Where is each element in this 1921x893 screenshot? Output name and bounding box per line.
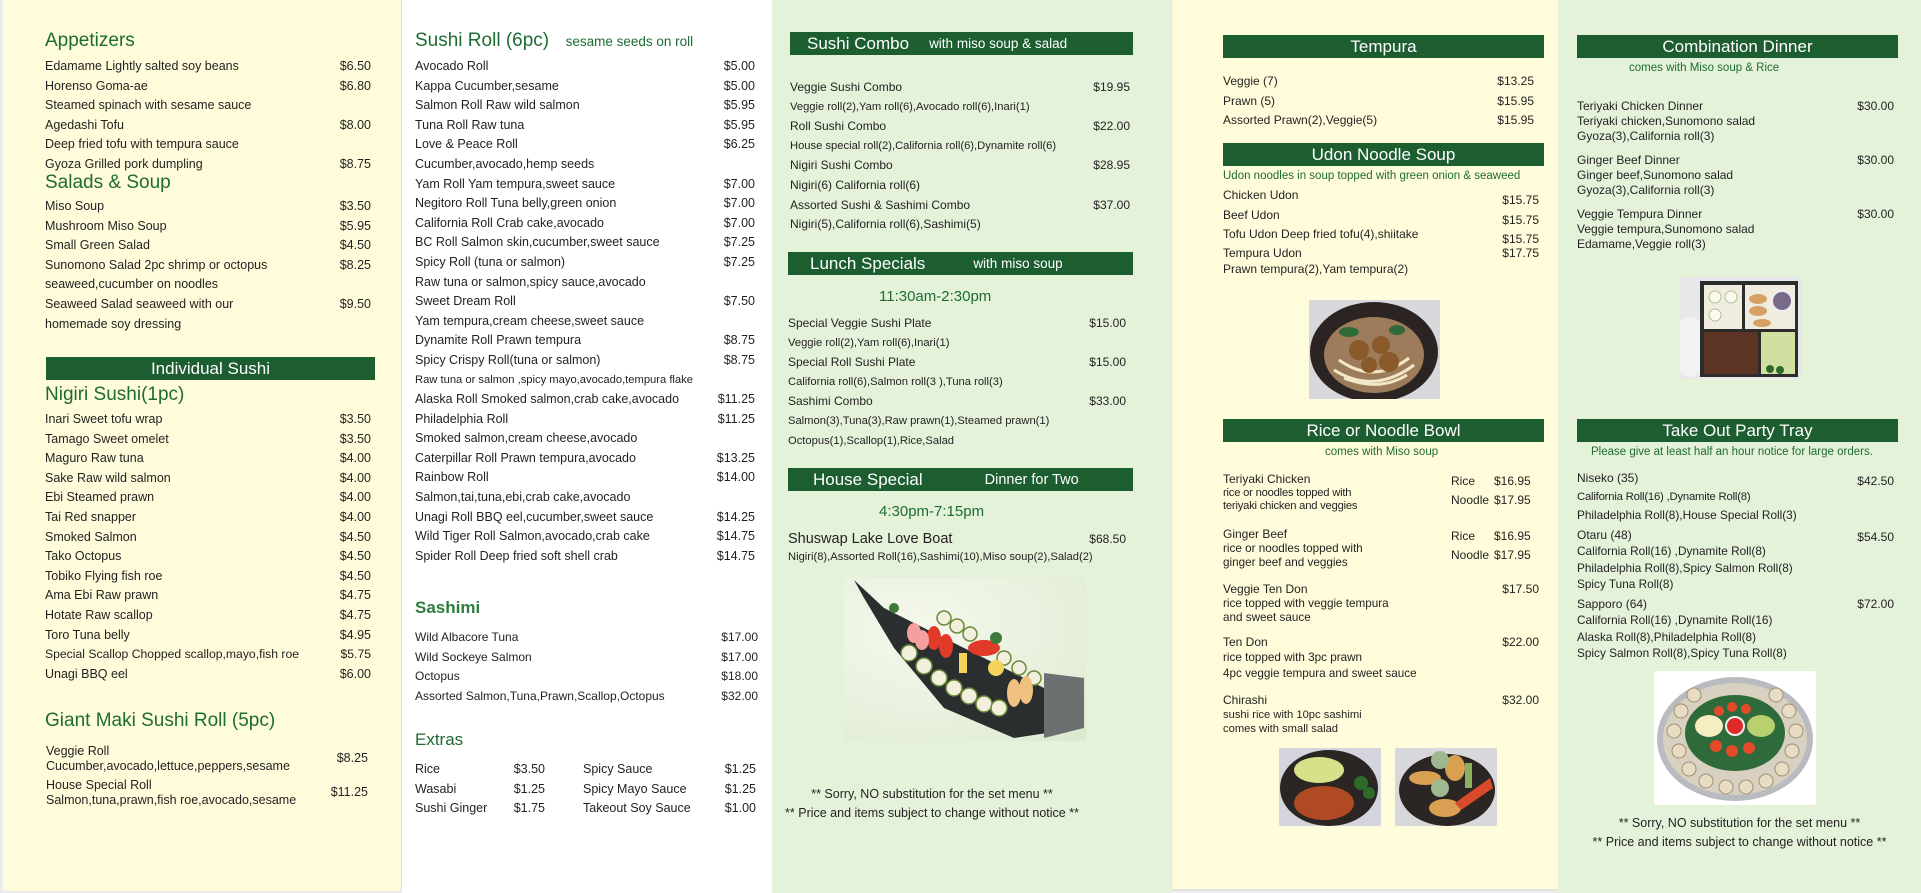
menu-item: Chirashi $32.00 sushi rice with 10pc sashimi comes with small salad: [1223, 693, 1539, 735]
menu-item: Teriyaki Chicken rice or noodles topped with teriyaki chicken and veggies Rice $16.95 Noodle $17.95: [1223, 472, 1531, 512]
menu-item: Smoked Salmon $4.50: [45, 529, 371, 544]
menu-item: BC Roll Salmon skin,cucumber,sweet sauce $7.25: [415, 235, 755, 250]
menu-item: Tai Red snapper $4.00: [45, 509, 371, 524]
section-bar-sushi-combo: Sushi Combo with miso soup & salad: [790, 32, 1133, 55]
menu-item: Seaweed Salad seaweed with our $9.50: [45, 296, 371, 311]
dinner-hours: 4:30pm-7:15pm: [879, 503, 985, 520]
menu-item: Inari Sweet tofu wrap $3.50: [45, 412, 371, 426]
menu-item: Prawn (5) $15.95: [1223, 93, 1534, 108]
menu-item: Ama Ebi Raw prawn $4.75: [45, 588, 371, 603]
menu-item: Wild Sockeye Salmon $17.00: [415, 649, 758, 664]
sushi-combo-list: [790, 78, 1130, 235]
menu-item: California Roll Crab cake,avocado $7.00: [415, 215, 755, 230]
menu-item-desc: Octopus(1),Scallop(1),Rice,Salad: [788, 434, 955, 447]
menu-item: Wasabi $1.25: [415, 781, 545, 796]
menu-item: House Special Roll $11.25: [46, 778, 368, 799]
menu-item: Maguro Raw tuna $4.00: [45, 451, 371, 466]
menu-item: Veggie Ten Don $17.50 rice topped with veggie tempura and sweet sauce: [1223, 582, 1539, 624]
menu-item: Sake Raw wild salmon $4.00: [45, 470, 371, 485]
menu-panel-combos: [772, 0, 1172, 893]
menu-item: Rice $3.50: [415, 762, 545, 776]
extras-list-right: [583, 760, 756, 819]
menu-item-desc: Raw tuna or salmon,spicy sauce,avocado: [415, 274, 646, 289]
teriyaki-bowl-photo: [1279, 748, 1381, 826]
lunch-specials-list: [788, 314, 1126, 451]
menu-item: Octopus $18.00: [415, 669, 758, 684]
menu-item: Wild Albacore Tuna $17.00: [415, 630, 758, 644]
menu-item: Tofu Udon Deep fried tofu(4),shiitake $15.75: [1223, 227, 1539, 246]
menu-item: Shuswap Lake Love Boat $68.50: [788, 531, 1126, 547]
menu-item-desc: Yam tempura,cream cheese,sweet sauce: [415, 313, 645, 328]
menu-item: Gyoza Grilled pork dumpling $8.75: [45, 156, 371, 171]
menu-panel-dinner-party: [1558, 0, 1921, 893]
menu-item-desc: Salmon(3),Tuna(3),Raw prawn(1),Steamed prawn(1): [788, 414, 1050, 427]
bowl-prices: Rice $16.95 Noodle $17.95: [1451, 529, 1531, 562]
menu-item: Spicy Crispy Roll(tuna or salmon) $8.75: [415, 352, 755, 367]
menu-item-desc: California roll(6),Salmon roll(3 ),Tuna roll(3): [788, 375, 1003, 388]
menu-item: Salmon Roll Raw wild salmon $5.95: [415, 98, 755, 113]
menu-item: Avocado Roll $5.00: [415, 59, 755, 73]
menu-item: Small Green Salad $4.50: [45, 238, 371, 253]
menu-item-desc: Nigiri(5),California roll(6),Sashimi(5): [790, 217, 981, 232]
menu-item: Teriyaki Chicken Dinner $30.00 Teriyaki chicken,Sunomono salad Gyoza(3),California roll(3): [1577, 99, 1894, 143]
menu-item: Otaru (48) $54.50 California Roll(16) ,Dynamite Roll(8) Philadelphia Roll(8),Spicy Salmon Roll(8) Spicy Tuna Roll(8): [1577, 528, 1894, 591]
price-change-note: ** Price and items subject to change without notice **: [785, 806, 1079, 820]
footer-notes: [1558, 814, 1921, 852]
menu-item: Veggie Tempura Dinner $30.00 Veggie tempura,Sunomono salad Edamame,Veggie roll(3): [1577, 207, 1894, 251]
menu-item: Tuna Roll Raw tuna $5.95: [415, 117, 755, 132]
menu-item: Horenso Goma-ae $6.80: [45, 78, 371, 93]
menu-item: Hotate Raw scallop $4.75: [45, 607, 371, 622]
menu-item-desc: Steamed spinach with sesame sauce: [45, 98, 252, 113]
salads-list: [45, 197, 371, 334]
menu-item: Special Scallop Chopped scallop,mayo,fish roe $5.75: [45, 647, 371, 662]
no-substitution-note: ** Sorry, NO substitution for the set menu **: [1618, 816, 1861, 830]
party-tray-subtitle: Please give at least half an hour notice for large orders.: [1591, 446, 1873, 458]
menu-item: Sapporo (64) $72.00 California Roll(16) ,Dynamite Roll(16) Alaska Roll(8),Philadelphia Roll(8) Spicy Salmon Roll(8),Spicy Tuna Roll(8): [1577, 597, 1894, 660]
menu-panel-appetizers: [3, 0, 402, 891]
menu-item-desc: homemade soy dressing: [45, 316, 182, 331]
menu-item-desc: Cucumber,avocado,hemp seeds: [415, 156, 595, 171]
menu-item: Mushroom Miso Soup $5.95: [45, 218, 371, 233]
giant-maki-list: [46, 744, 368, 808]
section-bar-udon: Udon Noodle Soup: [1223, 143, 1544, 166]
menu-item: Toro Tuna belly $4.95: [45, 627, 371, 642]
menu-item: Spicy Roll (tuna or salmon) $7.25: [415, 254, 755, 269]
section-title-extras: Extras: [415, 730, 464, 749]
section-bar-party-tray: Take Out Party Tray: [1577, 419, 1898, 442]
udon-subtitle: Udon noodles in soup topped with green onion & seaweed: [1223, 170, 1521, 182]
menu-item: Roll Sushi Combo $22.00: [790, 119, 1130, 134]
menu-item: Veggie Roll $8.25: [46, 744, 368, 765]
menu-item: Takeout Soy Sauce $1.00: [583, 801, 756, 816]
extras-list-left: [415, 760, 545, 819]
tempura-list: [1223, 72, 1534, 131]
menu-item-desc: Smoked salmon,cream cheese,avocado: [415, 431, 638, 446]
menu-item-desc: seaweed,cucumber on noodles: [45, 277, 219, 292]
menu-item: Tempura Udon $17.75: [1223, 245, 1539, 260]
menu-item: Agedashi Tofu $8.00: [45, 117, 371, 132]
menu-item: Sashimi Combo $33.00: [788, 394, 1126, 409]
menu-item: Ebi Steamed prawn $4.00: [45, 490, 371, 505]
menu-item: Spicy Sauce $1.25: [583, 762, 756, 776]
menu-item: Veggie Sushi Combo $19.95: [790, 80, 1130, 94]
menu-item: Ten Don $22.00 rice topped with 3pc prawn 4pc veggie tempura and sweet sauce: [1223, 635, 1539, 680]
menu-item: Kappa Cucumber,sesame $5.00: [415, 78, 755, 93]
menu-item-desc: Salmon,tai,tuna,ebi,crab cake,avocado: [415, 490, 631, 505]
menu-item-desc: Veggie roll(2),Yam roll(6),Avocado roll(6),Inari(1): [790, 100, 1030, 113]
menu-item: Assorted Salmon,Tuna,Prawn,Scallop,Octopus $32.00: [415, 688, 758, 703]
sushi-roll-list: [415, 57, 755, 566]
menu-item: Spider Roll Deep fried soft shell crab $14.75: [415, 548, 755, 563]
section-title-giant-maki: Giant Maki Sushi Roll (5pc): [45, 710, 276, 731]
section-title-nigiri: Nigiri Sushi(1pc): [45, 384, 185, 405]
section-title-appetizers: Appetizers: [45, 30, 135, 51]
menu-item: Sunomono Salad 2pc shrimp or octopus $8.25: [45, 257, 371, 272]
menu-item: Ginger Beef Dinner $30.00 Ginger beef,Sunomono salad Gyoza(3),California roll(3): [1577, 153, 1894, 197]
menu-item: Dynamite Roll Prawn tempura $8.75: [415, 333, 755, 348]
menu-item-desc: Raw tuna or salmon ,spicy mayo,avocado,tempura flake: [415, 373, 693, 386]
menu-item: Veggie (7) $13.25: [1223, 74, 1534, 88]
menu-item-desc: Prawn tempura(2),Yam tempura(2): [1223, 261, 1409, 276]
udon-list: [1223, 186, 1539, 277]
menu-item: Nigiri Sushi Combo $28.95: [790, 158, 1130, 173]
section-bar-individual-sushi: Individual Sushi: [46, 357, 375, 380]
section-bar-combination-dinner: Combination Dinner: [1577, 35, 1898, 58]
bowl-subtitle: comes with Miso soup: [1325, 446, 1439, 458]
menu-item: Unagi BBQ eel $6.00: [45, 666, 371, 681]
section-bar-house-special: House Special Dinner for Two: [788, 468, 1133, 491]
tempura-bowl-photo: [1395, 748, 1497, 826]
menu-item: Tamago Sweet omelet $3.50: [45, 431, 371, 446]
menu-item-desc: Cucumber,avocado,lettuce,peppers,sesame: [46, 759, 290, 773]
menu-item-desc: Veggie roll(2),Yam roll(6),Inari(1): [788, 336, 950, 349]
menu-item: Niseko (35) $42.50 California Roll(16) ,Dynamite Roll(8) Philadelphia Roll(8),House Special Roll(3): [1577, 471, 1894, 522]
menu-item: Miso Soup $3.50: [45, 199, 371, 213]
nigiri-list: [45, 410, 371, 684]
section-bar-lunch-specials: Lunch Specials with miso soup: [788, 252, 1133, 275]
bowl-prices: Rice $16.95 Noodle $17.95: [1451, 474, 1531, 507]
footer-notes: [772, 785, 1092, 823]
price-change-note: ** Price and items subject to change without notice **: [1592, 835, 1887, 849]
menu-item: Special Roll Sushi Plate $15.00: [788, 355, 1126, 370]
menu-item: Ginger Beef rice or noodles topped with ginger beef and veggies Rice $16.95 Noodle $17.95: [1223, 527, 1531, 569]
menu-item: Philadelphia Roll $11.25: [415, 411, 755, 426]
bento-box-photo: [1680, 277, 1802, 379]
party-tray-photo: [1654, 671, 1816, 805]
appetizers-list: [45, 57, 371, 175]
menu-item: Chicken Udon $15.75: [1223, 188, 1539, 207]
sashimi-list: [415, 628, 758, 706]
sushi-boat-photo: [844, 578, 1086, 741]
menu-item: Caterpillar Roll Prawn tempura,avocado $13.25: [415, 450, 755, 465]
menu-panel-tempura-udon: [1172, 0, 1558, 889]
combination-subtitle: comes with Miso soup & Rice: [1629, 62, 1780, 74]
section-bar-tempura: Tempura: [1223, 35, 1544, 58]
no-substitution-note: ** Sorry, NO substitution for the set menu **: [811, 787, 1053, 801]
section-title-sushi-roll: Sushi Roll (6pc) sesame seeds on roll: [415, 30, 694, 51]
menu-item: Wild Tiger Roll Salmon,avocado,crab cake $14.75: [415, 529, 755, 544]
menu-item: Special Veggie Sushi Plate $15.00: [788, 316, 1126, 330]
menu-item: Sweet Dream Roll $7.50: [415, 294, 755, 309]
menu-item: Edamame Lightly salted soy beans $6.50: [45, 59, 371, 73]
udon-bowl-photo: [1309, 300, 1440, 399]
menu-item: Sushi Ginger $1.75: [415, 801, 545, 816]
menu-item: Tako Octopus $4.50: [45, 549, 371, 564]
section-title-sashimi: Sashimi: [415, 598, 481, 617]
house-special-item: [788, 530, 1126, 565]
menu-item-desc: Salmon,tuna,prawn,fish roe,avocado,sesame: [46, 793, 297, 807]
menu-item: Alaska Roll Smoked salmon,crab cake,avocado $11.25: [415, 392, 755, 407]
menu-item: Assorted Sushi & Sashimi Combo $37.00: [790, 197, 1130, 212]
menu-item: Beef Udon $15.75: [1223, 207, 1539, 227]
menu-item-desc: Nigiri(8),Assorted Roll(16),Sashimi(10),Miso soup(2),Salad(2): [788, 550, 1093, 563]
section-bar-rice-noodle-bowl: Rice or Noodle Bowl: [1223, 419, 1544, 442]
menu-item: Rainbow Roll $14.00: [415, 470, 755, 485]
menu-item-desc: House special roll(2),California roll(6),Dynamite roll(6): [790, 139, 1057, 152]
menu-item: Tobiko Flying fish roe $4.50: [45, 568, 371, 583]
menu-item-desc: Deep fried tofu with tempura sauce: [45, 137, 239, 152]
menu-item: Love & Peace Roll $6.25: [415, 137, 755, 152]
menu-item: Unagi Roll BBQ eel,cucumber,sweet sauce $14.25: [415, 509, 755, 524]
menu-item: Negitoro Roll Tuna belly,green onion $7.00: [415, 196, 755, 211]
menu-item: Assorted Prawn(2),Veggie(5) $15.95: [1223, 113, 1534, 128]
section-title-salads: Salads & Soup: [45, 172, 171, 193]
menu-item: Yam Roll Yam tempura,sweet sauce $7.00: [415, 176, 755, 191]
menu-item: Spicy Mayo Sauce $1.25: [583, 781, 756, 796]
menu-item-desc: Nigiri(6) California roll(6): [790, 177, 921, 192]
menu-panel-sushi-rolls: [402, 0, 772, 893]
lunch-hours: 11:30am-2:30pm: [879, 288, 992, 305]
